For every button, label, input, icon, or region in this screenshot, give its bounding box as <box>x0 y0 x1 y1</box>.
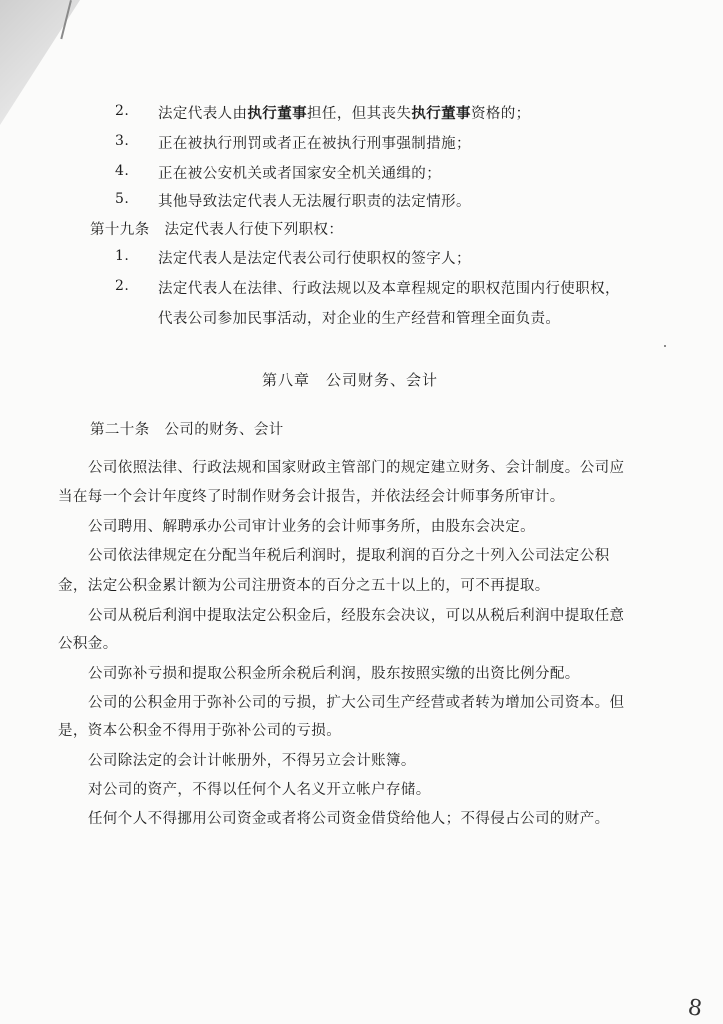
list-a-item-2-pre: 法定代表人由 <box>158 106 248 122</box>
scan-shadow <box>0 0 80 125</box>
scan-speck <box>664 345 666 347</box>
paragraph-6-line1: 公司的公积金用于弥补公司的亏损，扩大公司生产经营或者转为增加公司资本。但 <box>88 695 625 711</box>
list-b-item-2-line1: 法定代表人在法律、行政法规以及本章程规定的职权范围内行使职权， <box>158 281 620 297</box>
paragraph-5: 公司弥补亏损和提取公积金所余税后利润，股东按照实缴的出资比例分配。 <box>88 666 580 682</box>
list-a-item-2-bold1: 执行董事 <box>247 105 308 122</box>
list-b-num-1: 1. <box>115 248 130 264</box>
list-a-item-2-post: 资格的； <box>470 106 531 122</box>
list-a-num-4: 4. <box>115 163 130 179</box>
page-number: 8 <box>686 995 704 1022</box>
paragraph-2: 公司聘用、解聘承办公司审计业务的会计师事务所，由股东会决定。 <box>88 519 535 535</box>
paragraph-1-line1: 公司依照法律、行政法规和国家财政主管部门的规定建立财务、会计制度。公司应 <box>88 460 625 476</box>
paragraph-6-line2: 是，资本公积金不得用于弥补公司的亏损。 <box>58 723 342 739</box>
article-19-heading: 第十九条 法定代表人行使下列职权： <box>90 222 344 238</box>
article-20-heading: 第二十条 公司的财务、会计 <box>90 422 284 438</box>
list-a-item-2 <box>158 102 531 123</box>
paragraph-9: 任何个人不得挪用公司资金或者将公司资金借贷给他人；不得侵占公司的财产。 <box>88 811 610 827</box>
list-a-item-2-bold2: 执行董事 <box>411 105 471 122</box>
paragraph-4-line1: 公司从税后利润中提取法定公积金后，经股东会决议，可以从税后利润中提取任意 <box>88 608 625 624</box>
list-b-num-2: 2. <box>115 278 130 294</box>
list-a-item-3: 正在被执行刑罚或者正在被执行刑事强制措施； <box>158 136 471 152</box>
paragraph-8: 对公司的资产，不得以任何个人名义开立帐户存储。 <box>88 782 431 798</box>
chapter-8-title: 第八章 公司财务、会计 <box>262 371 439 389</box>
paragraph-7: 公司除法定的会计计帐册外，不得另立会计账簿。 <box>88 753 416 769</box>
list-a-item-5: 其他导致法定代表人无法履行职责的法定情形。 <box>158 194 471 210</box>
list-a-num-5: 5. <box>115 191 130 207</box>
list-a-item-2-mid: 担任，但其丧失 <box>307 106 412 122</box>
paragraph-1-line2: 当在每一个会计年度终了时制作财务会计报告，并依法经会计师事务所审计。 <box>58 489 565 505</box>
paragraph-4-line2: 公积金。 <box>58 636 118 652</box>
paragraph-3-line2: 金，法定公积金累计额为公司注册资本的百分之五十以上的，可不再提取。 <box>58 578 550 594</box>
list-a-num-2: 2. <box>115 103 130 119</box>
list-a-item-4: 正在被公安机关或者国家安全机关通缉的； <box>158 166 442 182</box>
paragraph-3-line1: 公司依法律规定在分配当年税后利润时，提取利润的百分之十列入公司法定公积 <box>88 548 610 564</box>
list-a-num-3: 3. <box>115 133 130 149</box>
list-b-item-2-line2: 代表公司参加民事活动，对企业的生产经营和管理全面负责。 <box>158 311 561 327</box>
list-b-item-1: 法定代表人是法定代表公司行使职权的签字人； <box>158 251 471 267</box>
